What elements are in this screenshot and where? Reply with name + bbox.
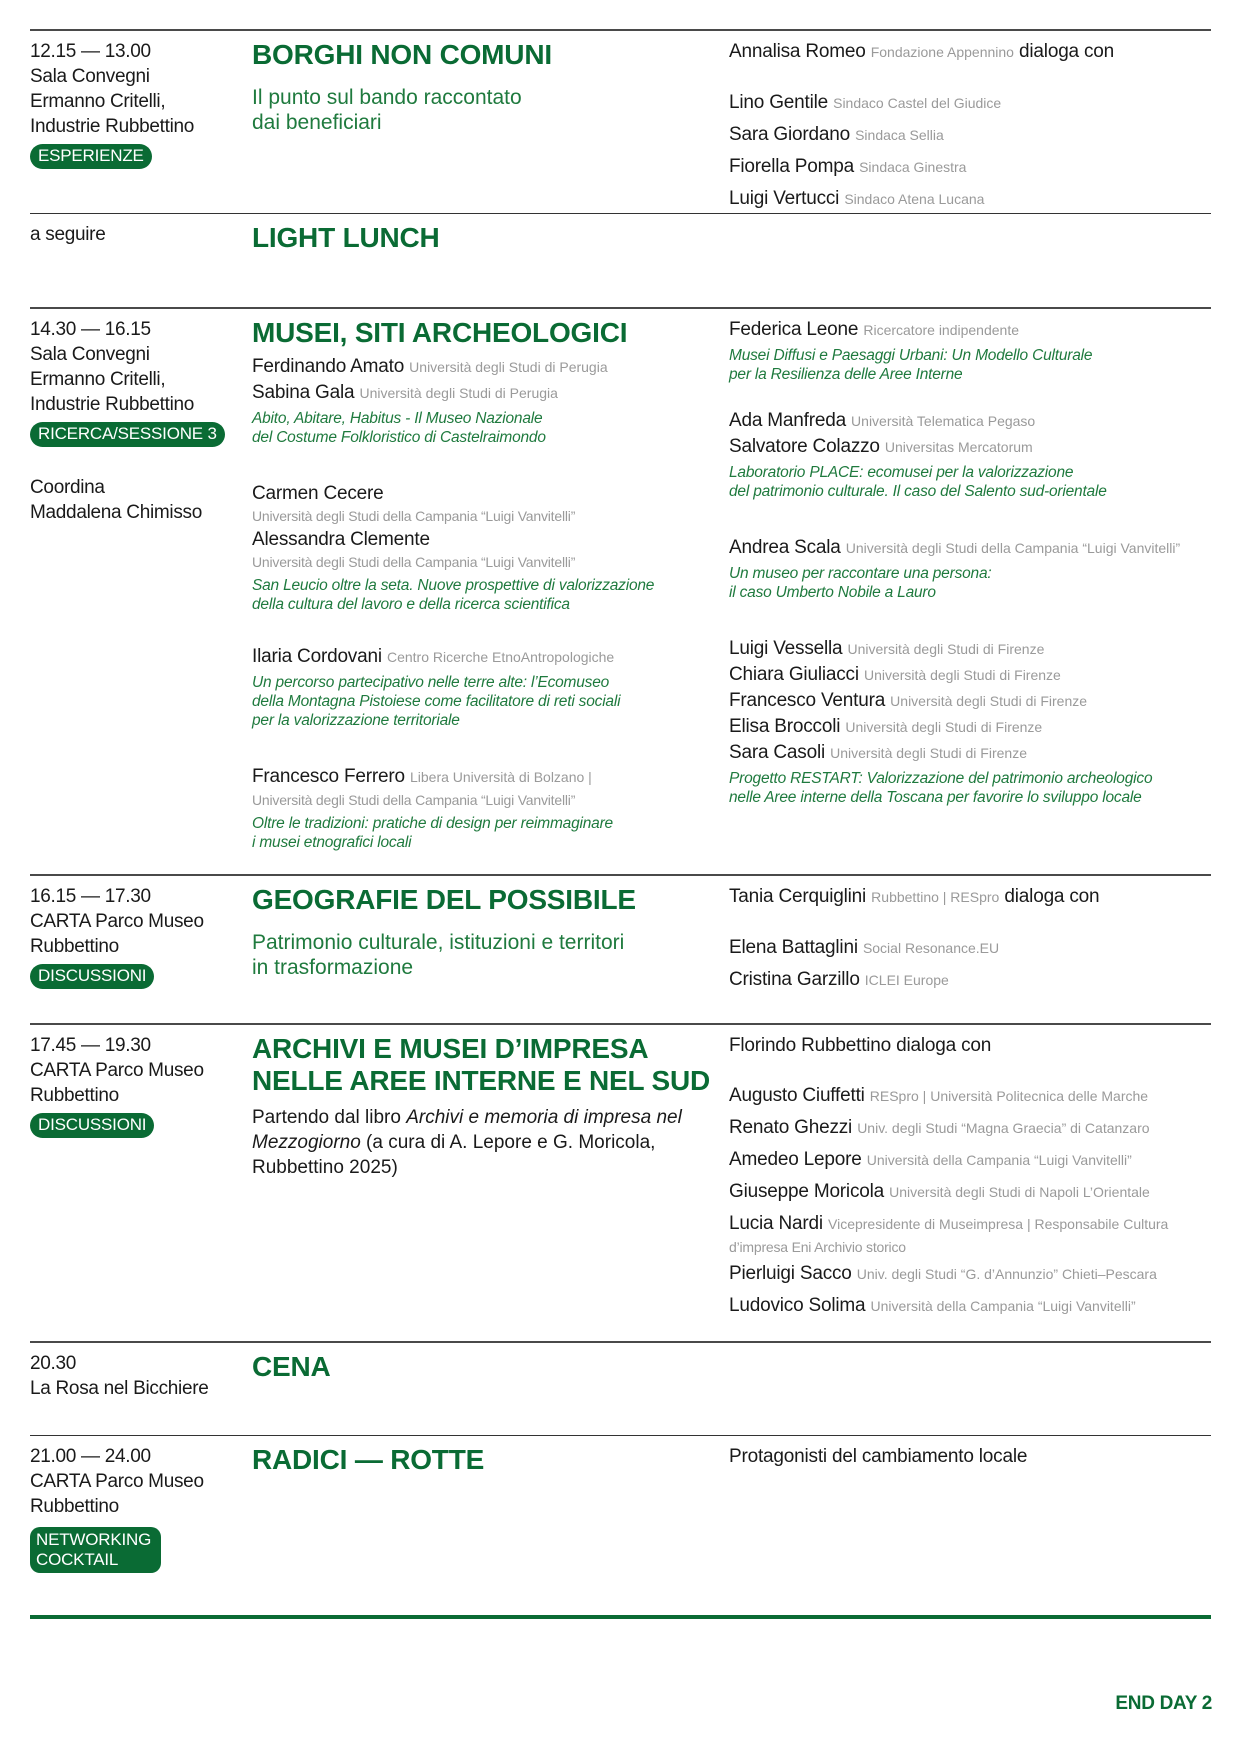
speaker <box>729 714 1211 740</box>
session-venue: Ermanno Critelli, <box>30 369 166 390</box>
moderator <box>729 1033 1211 1058</box>
moderator-affiliation: Fondazione Appennino <box>870 44 1014 60</box>
session-speakers <box>729 876 1211 1023</box>
moderator-affiliation: Rubbettino | RESpro <box>871 889 1000 905</box>
speaker-affiliation: Social Resonance.EU <box>862 940 1000 956</box>
session-subtitle <box>252 930 729 980</box>
talk-title <box>252 409 729 447</box>
category-badge <box>30 1527 161 1573</box>
talk-title-line: Oltre le tradizioni: pratiche di design per reimmaginare <box>252 815 613 832</box>
talk-title-line: Laboratorio PLACE: ecomusei per la valorizzazione <box>729 464 1074 481</box>
talk-title-line: del patrimonio culturale. Il caso del Salento sud-orientale <box>729 483 1107 500</box>
speaker-name: Ludovico Solima <box>729 1295 866 1316</box>
session-meta <box>30 1343 252 1435</box>
talk-title <box>252 814 729 852</box>
session-borghi <box>30 29 1211 213</box>
moderator-name: Annalisa Romeo <box>729 41 866 62</box>
session-venue: Ermanno Critelli, <box>30 91 166 112</box>
talk-group <box>252 354 729 447</box>
session-content <box>252 1343 729 1435</box>
speaker <box>729 1080 1211 1112</box>
speaker-name: Renato Ghezzi <box>729 1117 853 1138</box>
talk-group <box>729 636 1211 807</box>
talk-title <box>729 463 1211 501</box>
session-content <box>252 1436 729 1595</box>
speaker-name: Chiara Giuliacci <box>729 664 859 685</box>
speaker-name: Sabina Gala <box>252 382 355 403</box>
speaker-affiliation: Sindaco Atena Lucana <box>844 191 985 207</box>
session-content <box>252 309 729 874</box>
talk-group <box>729 408 1211 501</box>
end-rule <box>30 1615 1211 1619</box>
subtitle-line: Patrimonio culturale, istituzioni e territori <box>252 931 625 954</box>
speaker-affiliation: Università degli Studi di Firenze <box>863 667 1061 683</box>
speaker-list <box>729 932 1211 996</box>
speaker-name: Lino Gentile <box>729 92 829 113</box>
speaker <box>729 688 1211 714</box>
category-badge: ESPERIENZE <box>30 144 152 169</box>
speaker-affiliation: Sindaca Ginestra <box>859 159 967 175</box>
speaker-name: Francesco Ventura <box>729 690 886 711</box>
talk-title-line: del Costume Folkloristico di Castelraimondo <box>252 429 546 446</box>
speaker-name: Elisa Broccoli <box>729 716 841 737</box>
speaker <box>729 740 1211 766</box>
session-speakers <box>729 1343 1211 1435</box>
moderator-suffix: dialoga con <box>1004 886 1100 907</box>
talk-title-line: il caso Umberto Nobile a Lauro <box>729 584 936 601</box>
speaker <box>729 317 1211 343</box>
session-note: Protagonisti del cambiamento locale <box>729 1446 1028 1467</box>
speaker-name: Salvatore Colazzo <box>729 436 880 457</box>
talk-title-line: Progetto RESTART: Valorizzazione del patrimonio archeologico <box>729 770 1153 787</box>
talk-title-line: Un museo per raccontare una persona: <box>729 565 992 582</box>
speaker <box>252 354 729 380</box>
speaker-affiliation: RESpro | Università Politecnica delle Marche <box>869 1088 1149 1104</box>
speaker <box>729 183 1211 215</box>
speaker-list <box>729 1080 1211 1322</box>
session-title: MUSEI, SITI ARCHEOLOGICI <box>252 317 628 348</box>
talk-title <box>252 673 729 730</box>
speaker-affiliation-cont: d’impresa Eni Archivio storico <box>729 1239 906 1255</box>
speaker <box>729 964 1211 996</box>
session-subtitle <box>252 85 729 135</box>
session-title: CENA <box>252 1351 331 1382</box>
talk-title-line: della Montagna Pistoiese come facilitatore di reti sociali <box>252 693 621 710</box>
speaker-affiliation: Università degli Studi della Campania “Luigi Vanvitelli” <box>252 554 576 570</box>
moderator <box>729 39 1211 65</box>
speaker-name: Augusto Ciuffetti <box>729 1085 865 1106</box>
session-time: 12.15 — 13.00 <box>30 41 151 62</box>
speaker <box>729 1176 1211 1208</box>
talk-group <box>252 644 729 730</box>
speaker-name: Ada Manfreda <box>729 410 846 431</box>
speaker-affiliation: Universitas Mercatorum <box>884 439 1033 455</box>
session-geografie <box>30 874 1211 1023</box>
talk-title <box>729 769 1211 807</box>
speaker <box>252 481 729 527</box>
speaker-affiliation: Vicepresidente di Museimpresa | Responsabile Cultura <box>828 1216 1169 1232</box>
title-line: NELLE AREE INTERNE E NEL SUD <box>252 1065 711 1096</box>
speaker <box>729 1144 1211 1176</box>
speaker <box>729 434 1211 460</box>
session-content <box>252 214 729 307</box>
talk-title-line: nelle Aree interne della Toscana per favorire lo sviluppo locale <box>729 789 1142 806</box>
speaker <box>252 527 729 573</box>
coordinator-name: Maddalena Chimisso <box>30 502 203 523</box>
speaker-affiliation-cont: Università degli Studi della Campania “Luigi Vanvitelli” <box>252 792 576 808</box>
badge-line: COCKTAIL <box>36 1550 119 1569</box>
session-archivi <box>30 1023 1211 1341</box>
talk-title-line: Musei Diffusi e Paesaggi Urbani: Un Modello Culturale <box>729 347 1093 364</box>
speaker <box>729 932 1211 964</box>
speaker-name: Lucia Nardi <box>729 1213 823 1234</box>
speaker-name: Ilaria Cordovani <box>252 646 382 667</box>
speaker-name: Andrea Scala <box>729 537 841 558</box>
session-venue: Industrie Rubbettino <box>30 116 195 137</box>
category-badge: DISCUSSIONI <box>30 1113 154 1138</box>
session-title: BORGHI NON COMUNI <box>252 39 552 70</box>
speaker <box>729 87 1211 119</box>
description-text: Partendo dal libro <box>252 1107 407 1128</box>
speaker <box>252 764 729 811</box>
speaker-affiliation: Università della Campania “Luigi Vanvitelli” <box>866 1152 1132 1168</box>
speaker-affiliation: Univ. degli Studi “Magna Graecia” di Catanzaro <box>857 1120 1150 1136</box>
speaker <box>252 644 729 670</box>
speaker-affiliation: Università degli Studi di Firenze <box>845 719 1043 735</box>
session-meta <box>30 1436 252 1595</box>
talk-title-line: per la valorizzazione territoriale <box>252 712 460 729</box>
session-venue: Rubbettino <box>30 1085 119 1106</box>
coordinator <box>30 475 252 525</box>
session-cena <box>30 1341 1211 1435</box>
programme-page <box>30 29 1211 1595</box>
session-meta <box>30 876 252 1023</box>
speaker <box>729 119 1211 151</box>
talk-title-line: Un percorso partecipativo nelle terre alte: l’Ecomuseo <box>252 674 610 691</box>
speaker-affiliation: Sindaca Sellia <box>855 127 944 143</box>
talk-title-line: della cultura del lavoro e della ricerca scientifica <box>252 596 570 613</box>
talk-groups-right <box>729 317 1211 807</box>
moderator <box>729 884 1211 910</box>
session-lunch <box>30 213 1211 307</box>
session-content <box>252 31 729 213</box>
speaker-affiliation: Centro Ricerche EtnoAntropologiche <box>386 649 615 665</box>
subtitle-line: Il punto sul bando raccontato <box>252 86 522 109</box>
session-time: 14.30 — 16.15 <box>30 319 151 340</box>
session-meta <box>30 214 252 307</box>
speaker <box>729 151 1211 183</box>
speaker-name: Sara Casoli <box>729 742 826 763</box>
speaker <box>729 1258 1211 1290</box>
session-venue: CARTA Parco Museo <box>30 1060 204 1081</box>
talk-group <box>729 535 1211 602</box>
category-badge: DISCUSSIONI <box>30 964 154 989</box>
speaker-name: Pierluigi Sacco <box>729 1263 852 1284</box>
speaker-name: Alessandra Clemente <box>252 529 430 550</box>
session-venue: CARTA Parco Museo <box>30 1471 204 1492</box>
speaker-name: Francesco Ferrero <box>252 766 405 787</box>
moderator-name: Tania Cerquiglini <box>729 886 867 907</box>
end-day-label: END DAY 2 <box>1115 1693 1212 1714</box>
speaker-name: Fiorella Pompa <box>729 156 854 177</box>
speaker-affiliation: Ricercatore indipendente <box>863 322 1019 338</box>
category-badge: RICERCA/SESSIONE 3 <box>30 422 225 447</box>
speaker <box>729 1208 1211 1258</box>
session-speakers <box>729 1436 1211 1595</box>
subtitle-line: in trasformazione <box>252 956 414 979</box>
session-venue: Rubbettino <box>30 936 119 957</box>
speaker <box>729 535 1211 561</box>
session-venue: Sala Convegni <box>30 344 150 365</box>
speaker-name: Luigi Vessella <box>729 638 843 659</box>
speaker-affiliation: Sindaco Castel del Giudice <box>833 95 1002 111</box>
session-meta <box>30 309 252 874</box>
talk-title <box>252 576 729 614</box>
speaker-name: Cristina Garzillo <box>729 969 860 990</box>
speaker-affiliation: Univ. degli Studi “G. d’Annunzio” Chieti–Pescara <box>856 1266 1157 1282</box>
session-venue: CARTA Parco Museo <box>30 911 204 932</box>
speaker <box>729 408 1211 434</box>
session-time: 20.30 <box>30 1353 77 1374</box>
talk-group <box>252 481 729 614</box>
speaker <box>729 662 1211 688</box>
speaker-name: Luigi Vertucci <box>729 188 840 209</box>
session-speakers <box>729 31 1211 213</box>
speaker-affiliation: Università degli Studi di Perugia <box>409 359 608 375</box>
moderator-name: Florindo Rubbettino <box>729 1035 892 1056</box>
speaker-list <box>729 87 1211 215</box>
session-title: LIGHT LUNCH <box>252 222 440 253</box>
speaker-name: Carmen Cecere <box>252 483 384 504</box>
speaker <box>729 1290 1211 1322</box>
speaker-affiliation: Università degli Studi di Firenze <box>830 745 1027 761</box>
talk-title-line: Abito, Abitare, Habitus - Il Museo Nazionale <box>252 410 543 427</box>
moderator-suffix: dialoga con <box>1019 41 1115 62</box>
speaker-affiliation: Università degli Studi di Napoli L’Orientale <box>889 1184 1150 1200</box>
title-line: ARCHIVI E MUSEI D’IMPRESA <box>252 1033 649 1064</box>
session-title: RADICI — ROTTE <box>252 1444 485 1475</box>
moderator-suffix: dialoga con <box>896 1035 992 1056</box>
speaker-affiliation: Università Telematica Pegaso <box>851 413 1036 429</box>
speaker-name: Ferdinando Amato <box>252 356 405 377</box>
description-text: (a cura di A. Lepore e G. Moricola, Rubbettino 2025) <box>252 1132 656 1178</box>
speaker-affiliation: Università degli Studi della Campania “Luigi Vanvitelli” <box>252 508 576 524</box>
book-title: Archivi e memoria di impresa nel Mezzogiorno <box>252 1107 682 1153</box>
session-speakers <box>729 309 1211 874</box>
talk-group <box>729 317 1211 384</box>
subtitle-line: dai beneficiari <box>252 111 382 134</box>
talk-title-line: i musei etnografici locali <box>252 834 412 851</box>
speaker <box>252 380 729 406</box>
speaker-name: Giuseppe Moricola <box>729 1181 885 1202</box>
speaker-affiliation: Università degli Studi di Firenze <box>847 641 1045 657</box>
coordinator-label: Coordina <box>30 477 105 498</box>
session-title <box>252 1033 729 1097</box>
talk-title <box>729 564 1211 602</box>
talk-title-line: per la Resilienza delle Aree Interne <box>729 366 963 383</box>
speaker-affiliation: Università degli Studi di Firenze <box>890 693 1088 709</box>
badge-line: NETWORKING <box>36 1530 152 1549</box>
talk-title-line: San Leucio oltre la seta. Nuove prospettive di valorizzazione <box>252 577 655 594</box>
session-time: 16.15 — 17.30 <box>30 886 151 907</box>
speaker <box>729 636 1211 662</box>
session-time: a seguire <box>30 224 106 245</box>
session-time: 17.45 — 19.30 <box>30 1035 151 1056</box>
speaker-name: Elena Battaglini <box>729 937 858 958</box>
session-venue: Industrie Rubbettino <box>30 394 195 415</box>
speaker-name: Amedeo Lepore <box>729 1149 862 1170</box>
speaker-affiliation: ICLEI Europe <box>864 972 949 988</box>
session-content <box>252 1025 729 1341</box>
session-venue: Sala Convegni <box>30 66 150 87</box>
speaker-affiliation: Università della Campania “Luigi Vanvitelli” <box>870 1298 1136 1314</box>
session-content <box>252 876 729 1023</box>
speaker <box>729 1112 1211 1144</box>
session-description <box>252 1105 729 1180</box>
session-meta <box>30 31 252 213</box>
talk-groups-left <box>252 354 729 852</box>
session-venue: La Rosa nel Bicchiere <box>30 1378 209 1399</box>
session-title: GEOGRAFIE DEL POSSIBILE <box>252 884 636 915</box>
speaker-affiliation: Università degli Studi della Campania “Luigi Vanvitelli” <box>845 540 1181 556</box>
session-speakers <box>729 214 1211 307</box>
talk-title <box>729 346 1211 384</box>
session-radici <box>30 1435 1211 1595</box>
session-time: 21.00 — 24.00 <box>30 1446 151 1467</box>
speaker-name: Federica Leone <box>729 319 859 340</box>
speaker-affiliation: Università degli Studi di Perugia <box>359 385 558 401</box>
session-meta <box>30 1025 252 1341</box>
talk-group <box>252 764 729 852</box>
speaker-affiliation: Libera Università di Bolzano | <box>409 769 592 785</box>
speaker-name: Sara Giordano <box>729 124 850 145</box>
session-speakers <box>729 1025 1211 1341</box>
session-venue: Rubbettino <box>30 1496 119 1517</box>
session-musei <box>30 307 1211 874</box>
